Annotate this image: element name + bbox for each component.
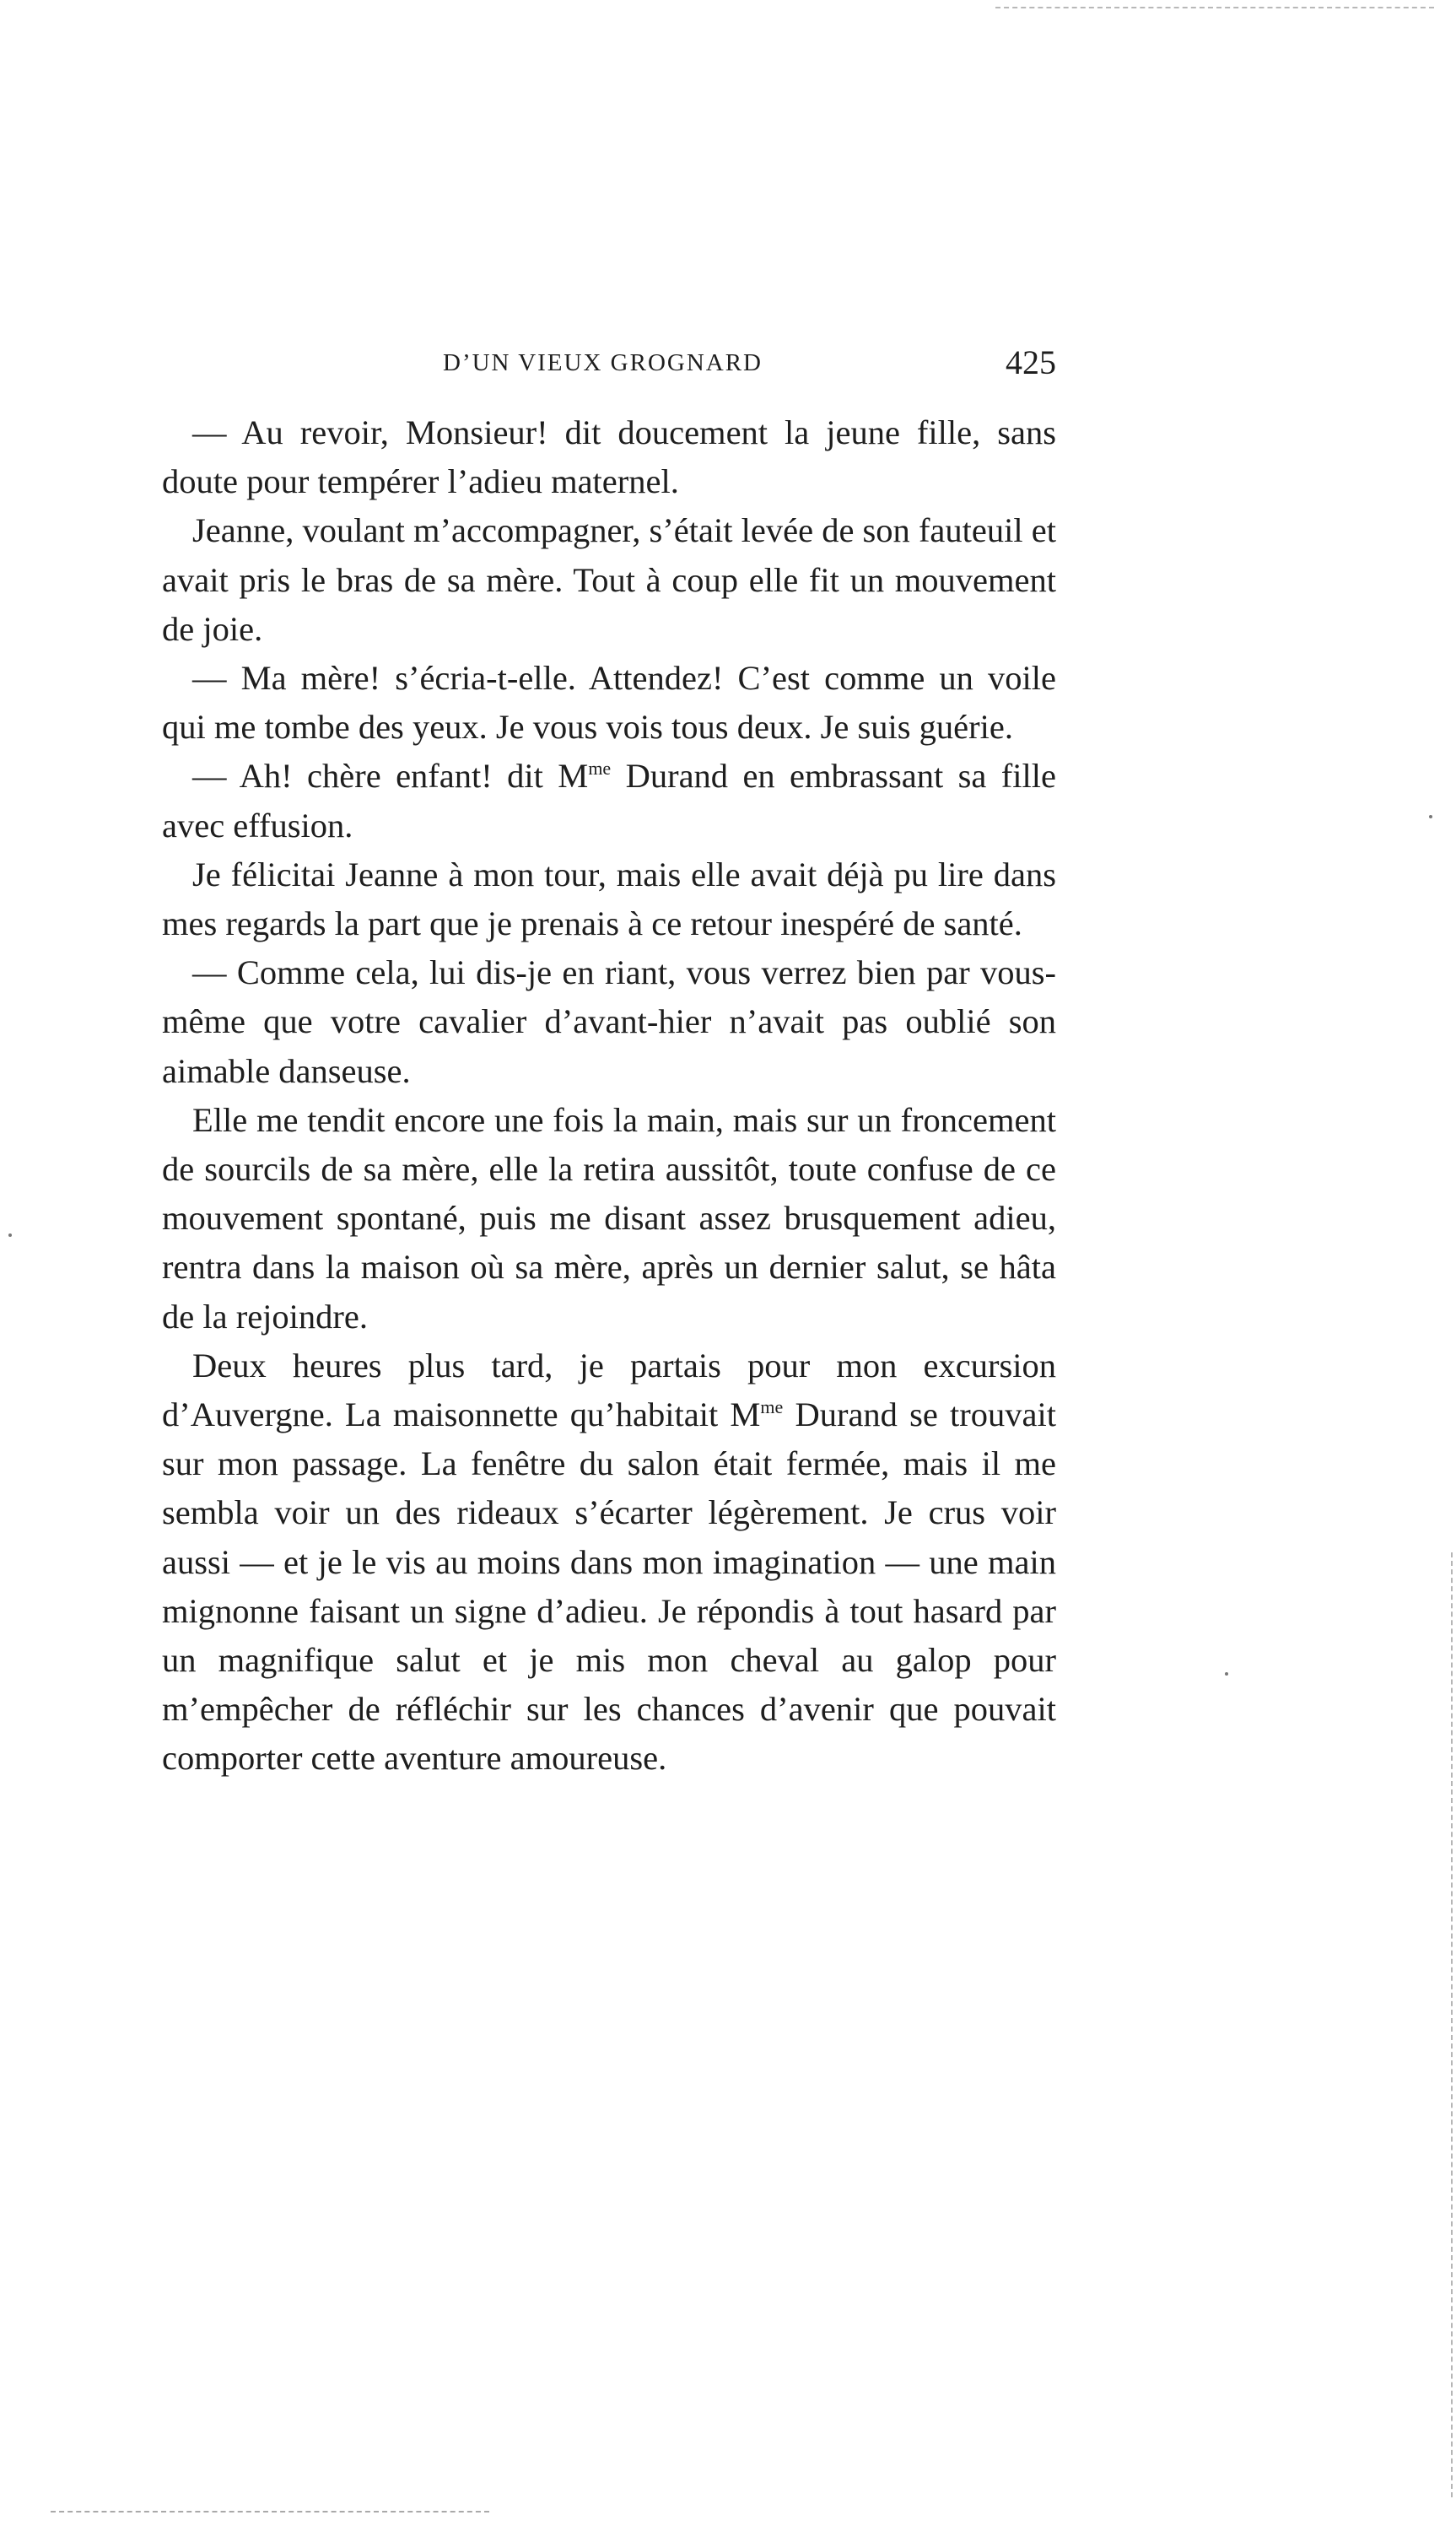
- paragraph-text: Je félicitai Jeanne à mon tour, mais elle avait déjà pu lire dans mes regards la part que je prenais à ce retour inespéré de santé.: [162, 855, 1056, 943]
- body-text: [162, 408, 1056, 1784]
- running-title: D’UN VIEUX GROGNARD: [443, 349, 763, 376]
- paragraph: [162, 850, 1056, 948]
- paragraph: [162, 752, 1056, 850]
- page-number: 425: [1006, 343, 1056, 381]
- running-head: [162, 341, 1056, 388]
- paragraph-text: — Ah! chère enfant! dit M: [192, 757, 589, 796]
- paragraph: [162, 948, 1056, 1096]
- paragraph-text: Elle me tendit encore une fois la main, mais sur un froncement de sourcils de sa mère, elle la retira aussitôt, toute confuse de ce mouvement spontané, puis me disant assez brusquement adieu, rentra dans la maison où sa mère, après un dernier salut, se hâta de la rejoindre.: [162, 1100, 1056, 1336]
- paragraph-text: — Au revoir, Monsieur! dit doucement la jeune fille, sans doute pour tempérer l’adieu maternel.: [162, 413, 1056, 501]
- paragraph: [162, 408, 1056, 506]
- scan-speck: [8, 1233, 12, 1237]
- scan-edge-artifact: [1451, 1552, 1453, 2497]
- paragraph-text: — Comme cela, lui dis-je en riant, vous verrez bien par vous-même que votre cavalier d’avant-hier n’avait pas oublié son aimable danseuse.: [162, 953, 1056, 1090]
- superscript-abbrev: me: [588, 758, 612, 780]
- superscript-abbrev: me: [760, 1396, 784, 1418]
- paragraph-text: Durand se trouvait sur mon passage. La fenêtre du salon était fermée, mais il me sembla voir un des rideaux s’écarter légèrement. Je crus voir aussi — et je le vis au moins dans mon imagination — une main mignonne faisant un signe d’adieu. Je répondis à tout hasard par un magnifique salut et je mis mon cheval au galop pour m’empêcher de réfléchir sur les chances d’avenir que pouvait comporter cette aventure amoureuse.: [162, 1395, 1056, 1778]
- paragraph-text: Jeanne, voulant m’accompagner, s’était levée de son fauteuil et avait pris le bras de sa mère. Tout à coup elle fit un mouvement de joie.: [162, 511, 1056, 648]
- scan-speck: [1429, 815, 1432, 818]
- paragraph: [162, 1341, 1056, 1784]
- scan-edge-artifact: [51, 2511, 489, 2513]
- paragraph: [162, 506, 1056, 654]
- scan-edge-artifact: [995, 7, 1434, 8]
- paragraph-text: — Ma mère! s’écria-t-elle. Attendez! C’est comme un voile qui me tombe des yeux. Je vous vois tous deux. Je suis guérie.: [162, 659, 1056, 747]
- paragraph: [162, 654, 1056, 752]
- paragraph: [162, 1096, 1056, 1341]
- scan-speck: [1225, 1672, 1228, 1676]
- paragraph-text: Durand en embrassant sa fille avec effusion.: [162, 757, 1056, 845]
- paragraph-text: Deux heures plus tard, je partais pour mon excursion d’Auvergne. La maisonnette qu’habitait M: [162, 1346, 1056, 1434]
